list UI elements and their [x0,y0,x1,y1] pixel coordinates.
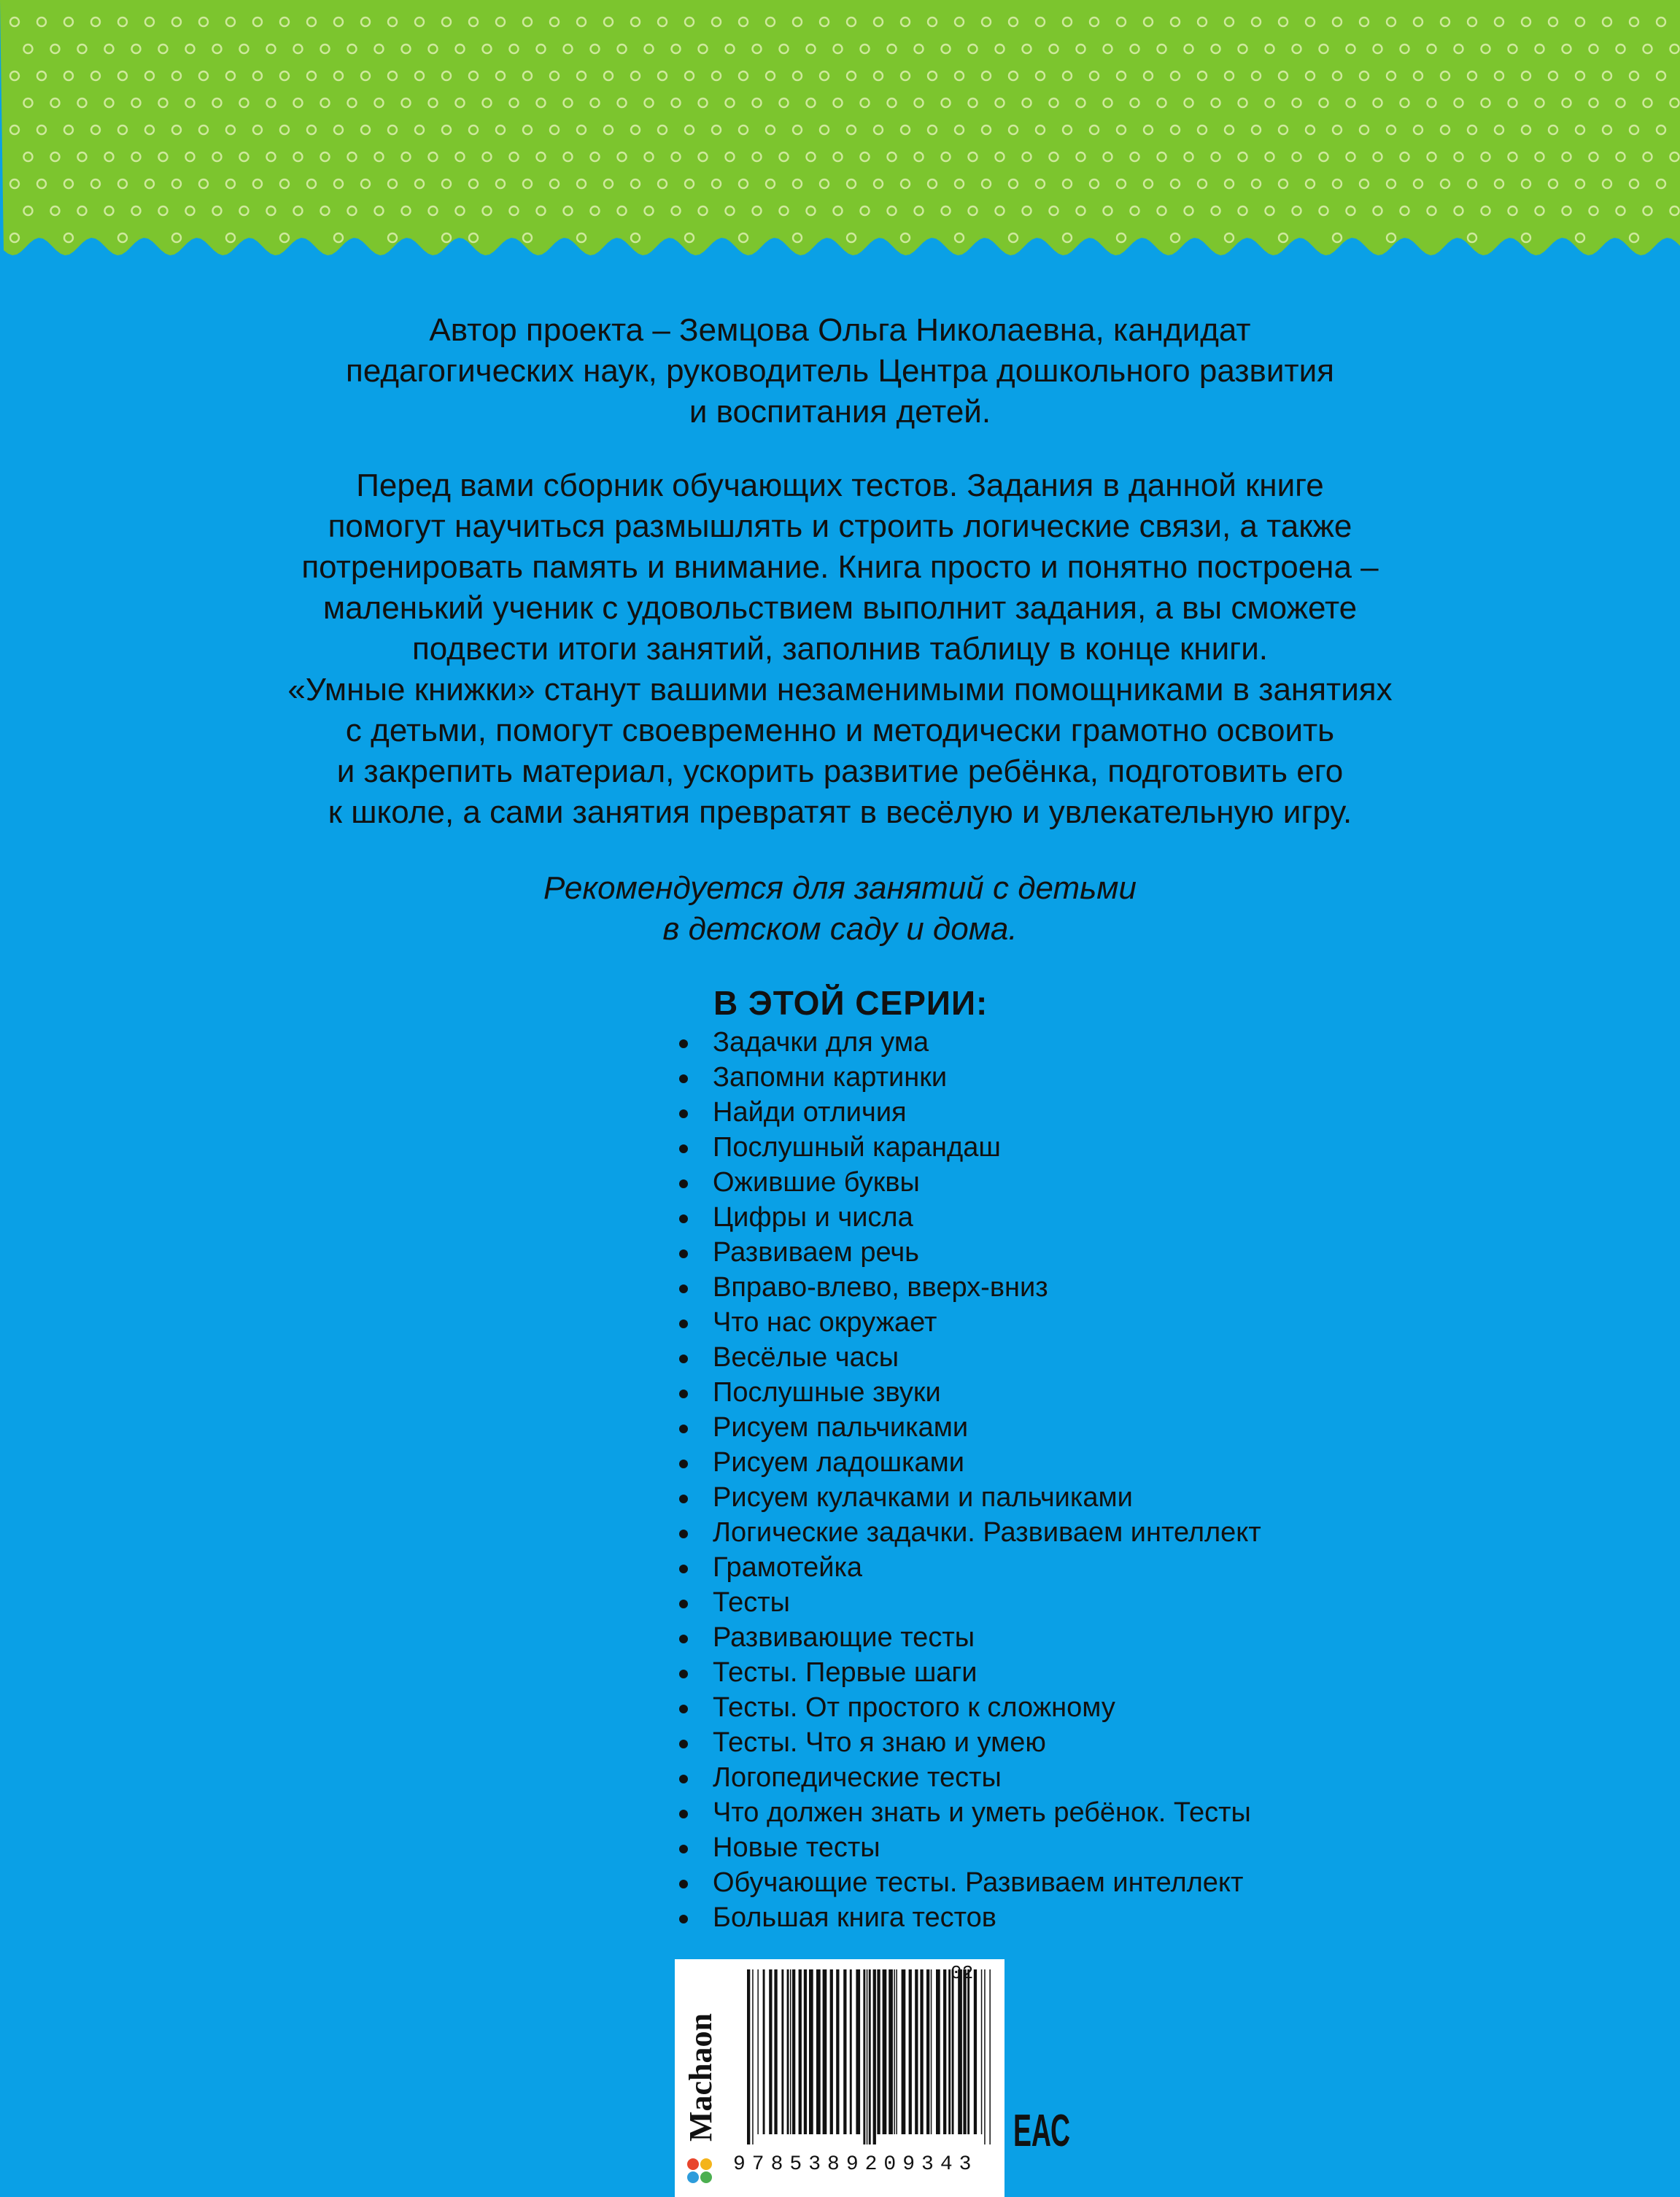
recommendation-line: Рекомендуется для занятий с детьми [543,870,1137,906]
barcode-bar [936,1969,940,2134]
description-line: с детьми, помогут своевременно и методически грамотно освоить [345,713,1335,748]
barcode-bar [896,1969,897,2134]
barcode-bar [889,1969,893,2134]
series-item: Рисуем кулачками и пальчиками [679,1480,1261,1515]
barcode-bar [863,1969,865,2144]
series-item: Запомни картинки [679,1060,1261,1095]
series-item: Что нас окружает [679,1305,1261,1340]
series-item: Послушный карандаш [679,1130,1261,1165]
barcode-bar [787,1969,789,2134]
series-item: Развиваем речь [679,1235,1261,1270]
series-item: Грамотейка [679,1550,1261,1585]
series-item: Ожившие буквы [679,1165,1261,1200]
description-paragraph [0,465,1680,833]
series-item: Найди отличия [679,1095,1261,1130]
description-line: помогут научиться размышлять и строить логические связи, а также [328,508,1352,544]
barcode-bar [926,1969,929,2134]
barcode-bar [856,1969,860,2134]
dotted-wave-band [0,0,1680,277]
barcode-bar [958,1969,962,2134]
series-item: Большая книга тестов [679,1900,1261,1935]
barcode-bar [850,1969,852,2134]
butterfly-icon [687,2158,712,2183]
series-item: Рисуем пальчиками [679,1410,1261,1445]
barcode-bar [816,1969,821,2134]
recommendation-line: в детском саду и дома. [662,911,1018,947]
description-line: и закрепить материал, ускорить развитие ребёнка, подготовить его [336,753,1344,789]
barcode-bar [920,1969,923,2134]
author-line: педагогических наук, руководитель Центра дошкольного развития [346,353,1334,389]
barcode-bar [963,1969,966,2134]
barcode-bar [984,1969,986,2144]
barcode-bar [763,1969,765,2134]
barcode-bar [943,1969,946,2134]
publisher-logo [675,1959,726,2197]
barcode-bar [909,1969,912,2134]
barcode-bar [931,1969,932,2134]
barcode-bar [769,1969,772,2134]
series-item: Логические задачки. Развиваем интеллект [679,1515,1261,1550]
barcode-bars [744,1969,996,2144]
description-line: маленький ученик с удовольствием выполнит задания, а вы сможете [322,590,1358,626]
series-item: Послушные звуки [679,1375,1261,1410]
publisher-wordmark: Machaon [683,2013,719,2142]
barcode-bar [804,1969,807,2134]
barcode-bar [830,1969,833,2134]
author-line: и воспитания детей. [689,394,991,430]
barcode-bar [902,1969,906,2134]
barcode-bar [869,1969,871,2144]
barcode-bar [809,1969,813,2134]
series-item: Что должен знать и уметь ребёнок. Тесты [679,1795,1261,1830]
barcode-bar [790,1969,791,2134]
barcode-bar [867,1969,868,2144]
barcode-bar [974,1969,977,2134]
barcode-bar [799,1969,802,2134]
description-line: Перед вами сборник обучающих тестов. Задания в данной книге [356,468,1324,503]
series-item: Тесты [679,1585,1261,1620]
description-line: подвести итоги занятий, заполнив таблицу в конце книги. [411,631,1269,667]
barcode-bar [981,1969,983,2134]
series-item: Тесты. Первые шаги [679,1655,1261,1690]
series-item: Весёлые часы [679,1340,1261,1375]
series-item: Логопедические тесты [679,1760,1261,1795]
barcode-bar [894,1969,895,2134]
author-paragraph [0,310,1680,433]
series-item: Развивающие тесты [679,1620,1261,1655]
series-item: Рисуем ладошками [679,1445,1261,1480]
barcode-bar [752,1969,754,2144]
series-item: Задачки для ума [679,1025,1261,1060]
series-title: В ЭТОЙ СЕРИИ: [713,984,988,1022]
barcode-bar [967,1969,969,2134]
series-list [679,1025,1261,1935]
author-line: Автор проекта – Земцова Ольга Николаевна, кандидат [429,312,1251,348]
barcode-bar [774,1969,777,2134]
barcode-bar [883,1969,887,2134]
barcode-bar [948,1969,951,2134]
series-item: Новые тесты [679,1830,1261,1865]
description-line: к школе, а сами занятия превратят в весёлую и увлекательную игру. [328,794,1352,830]
barcode-addon: 02 [951,1962,974,1984]
barcode-bar [781,1969,783,2134]
barcode-bar [915,1969,918,2134]
eac-mark-text: ЕАС [1013,2106,1070,2156]
series-item: Цифры и числа [679,1200,1261,1235]
series-item: Тесты. Что я знаю и умею [679,1725,1261,1760]
barcode-bar [843,1969,846,2134]
barcode-bar [747,1969,750,2144]
barcode-bar [873,1969,876,2144]
barcode-bar [952,1969,954,2134]
series-item: Обучающие тесты. Развиваем интеллект [679,1865,1261,1900]
barcode-bar [823,1969,827,2134]
barcode-bar [877,1969,880,2134]
recommendation-text [0,868,1680,950]
barcode-panel [675,1959,1004,2197]
barcode-bar [989,1969,991,2144]
isbn-digits: 9785389209343 [733,2153,978,2176]
series-item: Тесты. От простого к сложному [679,1690,1261,1725]
wave-edge [0,0,1680,255]
description-line: потренировать память и внимание. Книга просто и понятно построена – [301,549,1379,585]
barcode-bar [792,1969,795,2134]
series-item: Вправо-влево, вверх-вниз [679,1270,1261,1305]
eac-certification-mark [1013,2101,1071,2156]
description-line: «Умные книжки» станут вашими незаменимыми помощниками в занятиях [287,672,1393,708]
barcode-bar [757,1969,759,2134]
barcode-bar [836,1969,839,2134]
